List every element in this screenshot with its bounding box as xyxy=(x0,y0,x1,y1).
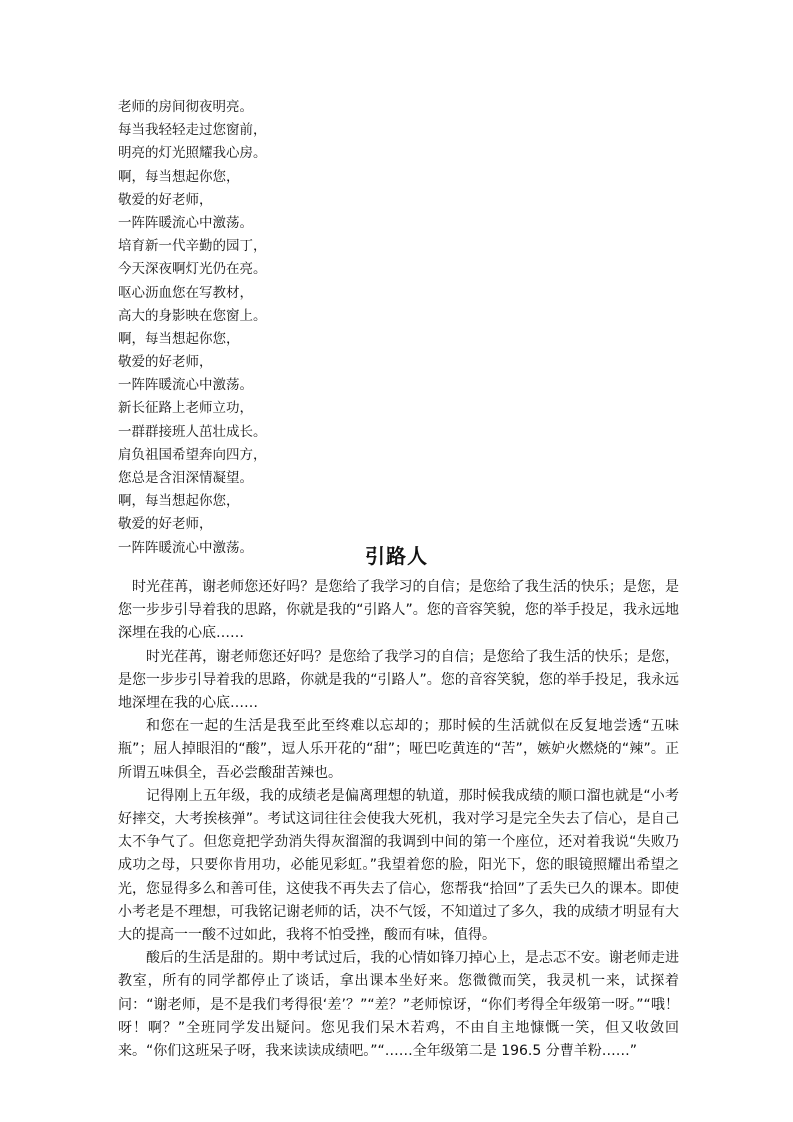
poem-line: 您总是含泪深情凝望。 xyxy=(118,470,253,486)
poem-line: 培育新一代辛勤的园丁， xyxy=(118,238,267,255)
poem-line: 每当我轻轻走过您窗前， xyxy=(118,122,267,139)
poem-line: 新长征路上老师立功， xyxy=(118,400,253,417)
poem-line: 一群群接班人茁壮成长。 xyxy=(118,423,267,440)
poem-line: 呕心沥血您在写教材， xyxy=(118,284,253,301)
poem-line: 啊，每当想起你您， xyxy=(118,168,240,185)
article-paragraph: 酸后的生活是甜的。期中考试过后，我的心情如锋刀掉心上，是忐忑不安。谢老师走进教室，所有的同学都停止了谈话，拿出课本坐好来。您微微而笑，我灵机一来，试探着问：“谢老师，是不是我们考得很‘差’？”“差？”老师惊讶，“你们考得全年级第一呀。”“哦！呀！啊？”全班同学发出疑问。您见我们呆木若鸡，不由自主地慷慨一笑，但又收敛回来。“你们这班呆子呀，我来读读成绩吧。”“……全年级第二是 196.5 分曹羊粉……” xyxy=(118,950,679,1060)
article-paragraph: 时光荏苒，谢老师您还好吗？是您给了我学习的自信；是您给了我生活的快乐；是您，是您一步步引导着我的思路，你就是我的“引路人”。您的音容笑貌，您的举手投足，我永远地深埋在我的心底…… xyxy=(118,648,679,712)
article-body xyxy=(118,576,679,1063)
article-paragraph: 记得刚上五年级，我的成绩老是偏离理想的轨道，那时候我成绩的顺口溜也就是“小考好摔交，大考挨核弹”。考试这词往往会使我大死机，我对学习是完全失去了信心，是自己太不争气了。但您竟把学劲消失得灰溜溜的我调到中间的第一个座位，还对着我说“失败乃成功之母，只要你肯用功，必能见彩虹。”我望着您的脸，阳光下，您的眼镜照耀出希望之光，您显得多么和善可佳，这使我不再失去了信心，您帮我“拾回”了丢失已久的课本。即使小考老是不理想，可我铭记谢老师的话，决不气馁，不知道过了多久，我的成绩才明显有大大的提高一一酸不过如此，我将不怕受挫，酸而有味，值得。 xyxy=(118,787,679,944)
poem-line: 明亮的灯光照耀我心房。 xyxy=(118,145,267,162)
poem-line: 啊，每当想起你您， xyxy=(118,330,240,347)
poem-section xyxy=(118,96,678,560)
poem-line: 高大的身影映在您窗上。 xyxy=(118,307,267,324)
poem-line: 肩负祖国希望奔向四方， xyxy=(118,446,267,463)
poem-line: 今天深夜啊灯光仍在亮。 xyxy=(118,261,267,278)
poem-line: 老师的房间彻夜明亮。 xyxy=(118,99,253,115)
article-paragraph: 时光荏苒，谢老师您还好吗？是您给了我学习的自信；是您给了我生活的快乐；是您，是您一步步引导着我的思路，你就是我的“引路人”。您的音容笑貌，您的举手投足，我永远地深埋在我的心底…… xyxy=(118,579,679,642)
article-paragraph: 和您在一起的生活是我至此至终难以忘却的；那时候的生活就似在反复地尝透“五味瓶”；屈人掉眼泪的“酸”，逗人乐开花的“甜”；哑巴吃黄连的“苦”，嫉妒火燃烧的“辣”。正所谓五味俱全，吾必尝酸甜苦辣也。 xyxy=(118,718,679,781)
poem-line: 啊，每当想起你您， xyxy=(118,493,240,510)
poem-line: 敬爱的好老师， xyxy=(118,191,213,208)
poem-line: 敬爱的好老师， xyxy=(118,354,213,371)
article-title: 引路人 xyxy=(365,544,428,568)
poem-line: 一阵阵暖流心中激荡。 xyxy=(118,377,253,394)
poem-line: 敬爱的好老师， xyxy=(118,516,213,533)
poem-line: 一阵阵暖流心中激荡。 xyxy=(118,214,253,231)
poem-line: 一阵阵暖流心中激荡。 xyxy=(118,539,253,556)
